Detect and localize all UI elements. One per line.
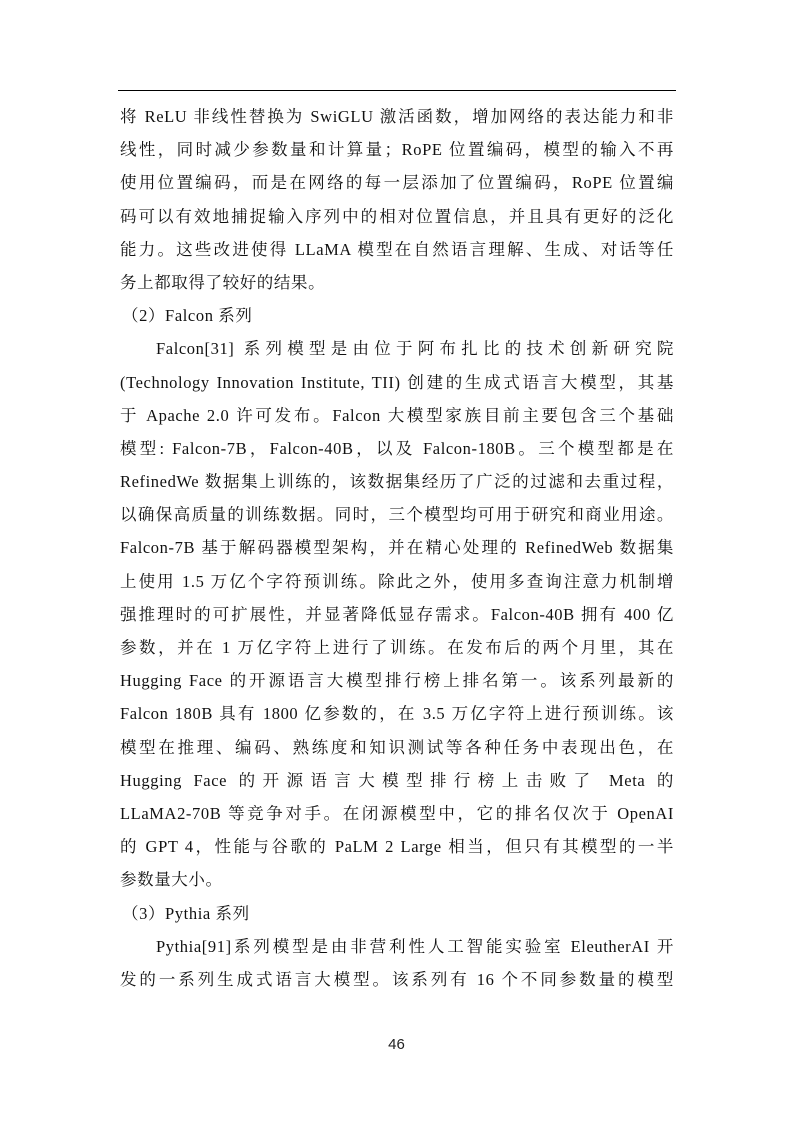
text-line: 以确保高质量的训练数据。同时，三个模型均可用于研究和商业用途。 (120, 505, 674, 525)
text-line: 强推理时的可扩展性，并显著降低显存需求。Falcon-40B 拥有 400 亿 (120, 604, 674, 624)
section-heading-pythia: （3）Pythia 系列 (122, 903, 250, 923)
text-line: 上使用 1.5 万亿个字符预训练。除此之外，使用多查询注意力机制增 (120, 571, 674, 591)
page-number: 46 (388, 1036, 405, 1053)
text-line: 的 GPT 4，性能与谷歌的 PaLM 2 Large 相当，但只有其模型的一半 (120, 837, 674, 857)
section-heading-falcon: （2）Falcon 系列 (122, 306, 253, 326)
text-line: 于 Apache 2.0 许可发布。Falcon 大模型家族目前主要包含三个基础 (120, 405, 674, 425)
text-line: RefinedWe 数据集上训练的，该数据集经历了广泛的过滤和去重过程， (120, 472, 674, 492)
text-line: Falcon-7B 基于解码器模型架构，并在精心处理的 RefinedWeb 数据集 (120, 538, 674, 558)
text-line: 将 ReLU 非线性替换为 SwiGLU 激活函数，增加网络的表达能力和非 (120, 107, 674, 126)
page-body (120, 100, 674, 996)
header-rule (118, 90, 676, 91)
text-line: 使用位置编码，而是在网络的每一层添加了位置编码，RoPE 位置编 (120, 173, 674, 193)
text-line: 参数，并在 1 万亿字符上进行了训练。在发布后的两个月里，其在 (120, 638, 674, 657)
text-line: LLaMA2-70B 等竞争对手。在闭源模型中，它的排名仅次于 OpenAI (120, 803, 674, 823)
text-line: 线性，同时减少参数量和计算量；RoPE 位置编码，模型的输入不再 (120, 140, 674, 160)
text-line: 模型: Falcon-7B，Falcon-40B，以及 Falcon-180B。三个模型都是在 (120, 438, 674, 458)
text-line: Hugging Face 的开源语言大模型排行榜上击败了 Meta 的 (120, 770, 674, 790)
text-line: Hugging Face 的开源语言大模型排行榜上排名第一。该系列最新的 (120, 671, 674, 691)
text-line: Falcon 180B 具有 1800 亿参数的，在 3.5 万亿字符上进行预训练。该 (120, 704, 674, 724)
text-line: 能力。这些改进使得 LLaMA 模型在自然语言理解、生成、对话等任 (120, 239, 674, 259)
text-line: Falcon[31] 系列模型是由位于阿布扎比的技术创新研究院 (156, 339, 674, 359)
text-line: (Technology Innovation Institute, TII) 创建的生成式语言大模型，其基 (120, 372, 674, 392)
text-line: 模型在推理、编码、熟练度和知识测试等各种任务中表现出色，在 (120, 737, 674, 757)
text-line: 务上都取得了较好的结果。 (120, 272, 326, 292)
text-line: 参数量大小。 (120, 870, 223, 890)
text-line: 码可以有效地捕捉输入序列中的相对位置信息，并且具有更好的泛化 (120, 206, 674, 226)
text-line: 发的一系列生成式语言大模型。该系列有 16 个不同参数量的模型 (120, 969, 674, 989)
text-line: Pythia[91]系列模型是由非营利性人工智能实验室 EleutherAI 开 (156, 936, 674, 956)
